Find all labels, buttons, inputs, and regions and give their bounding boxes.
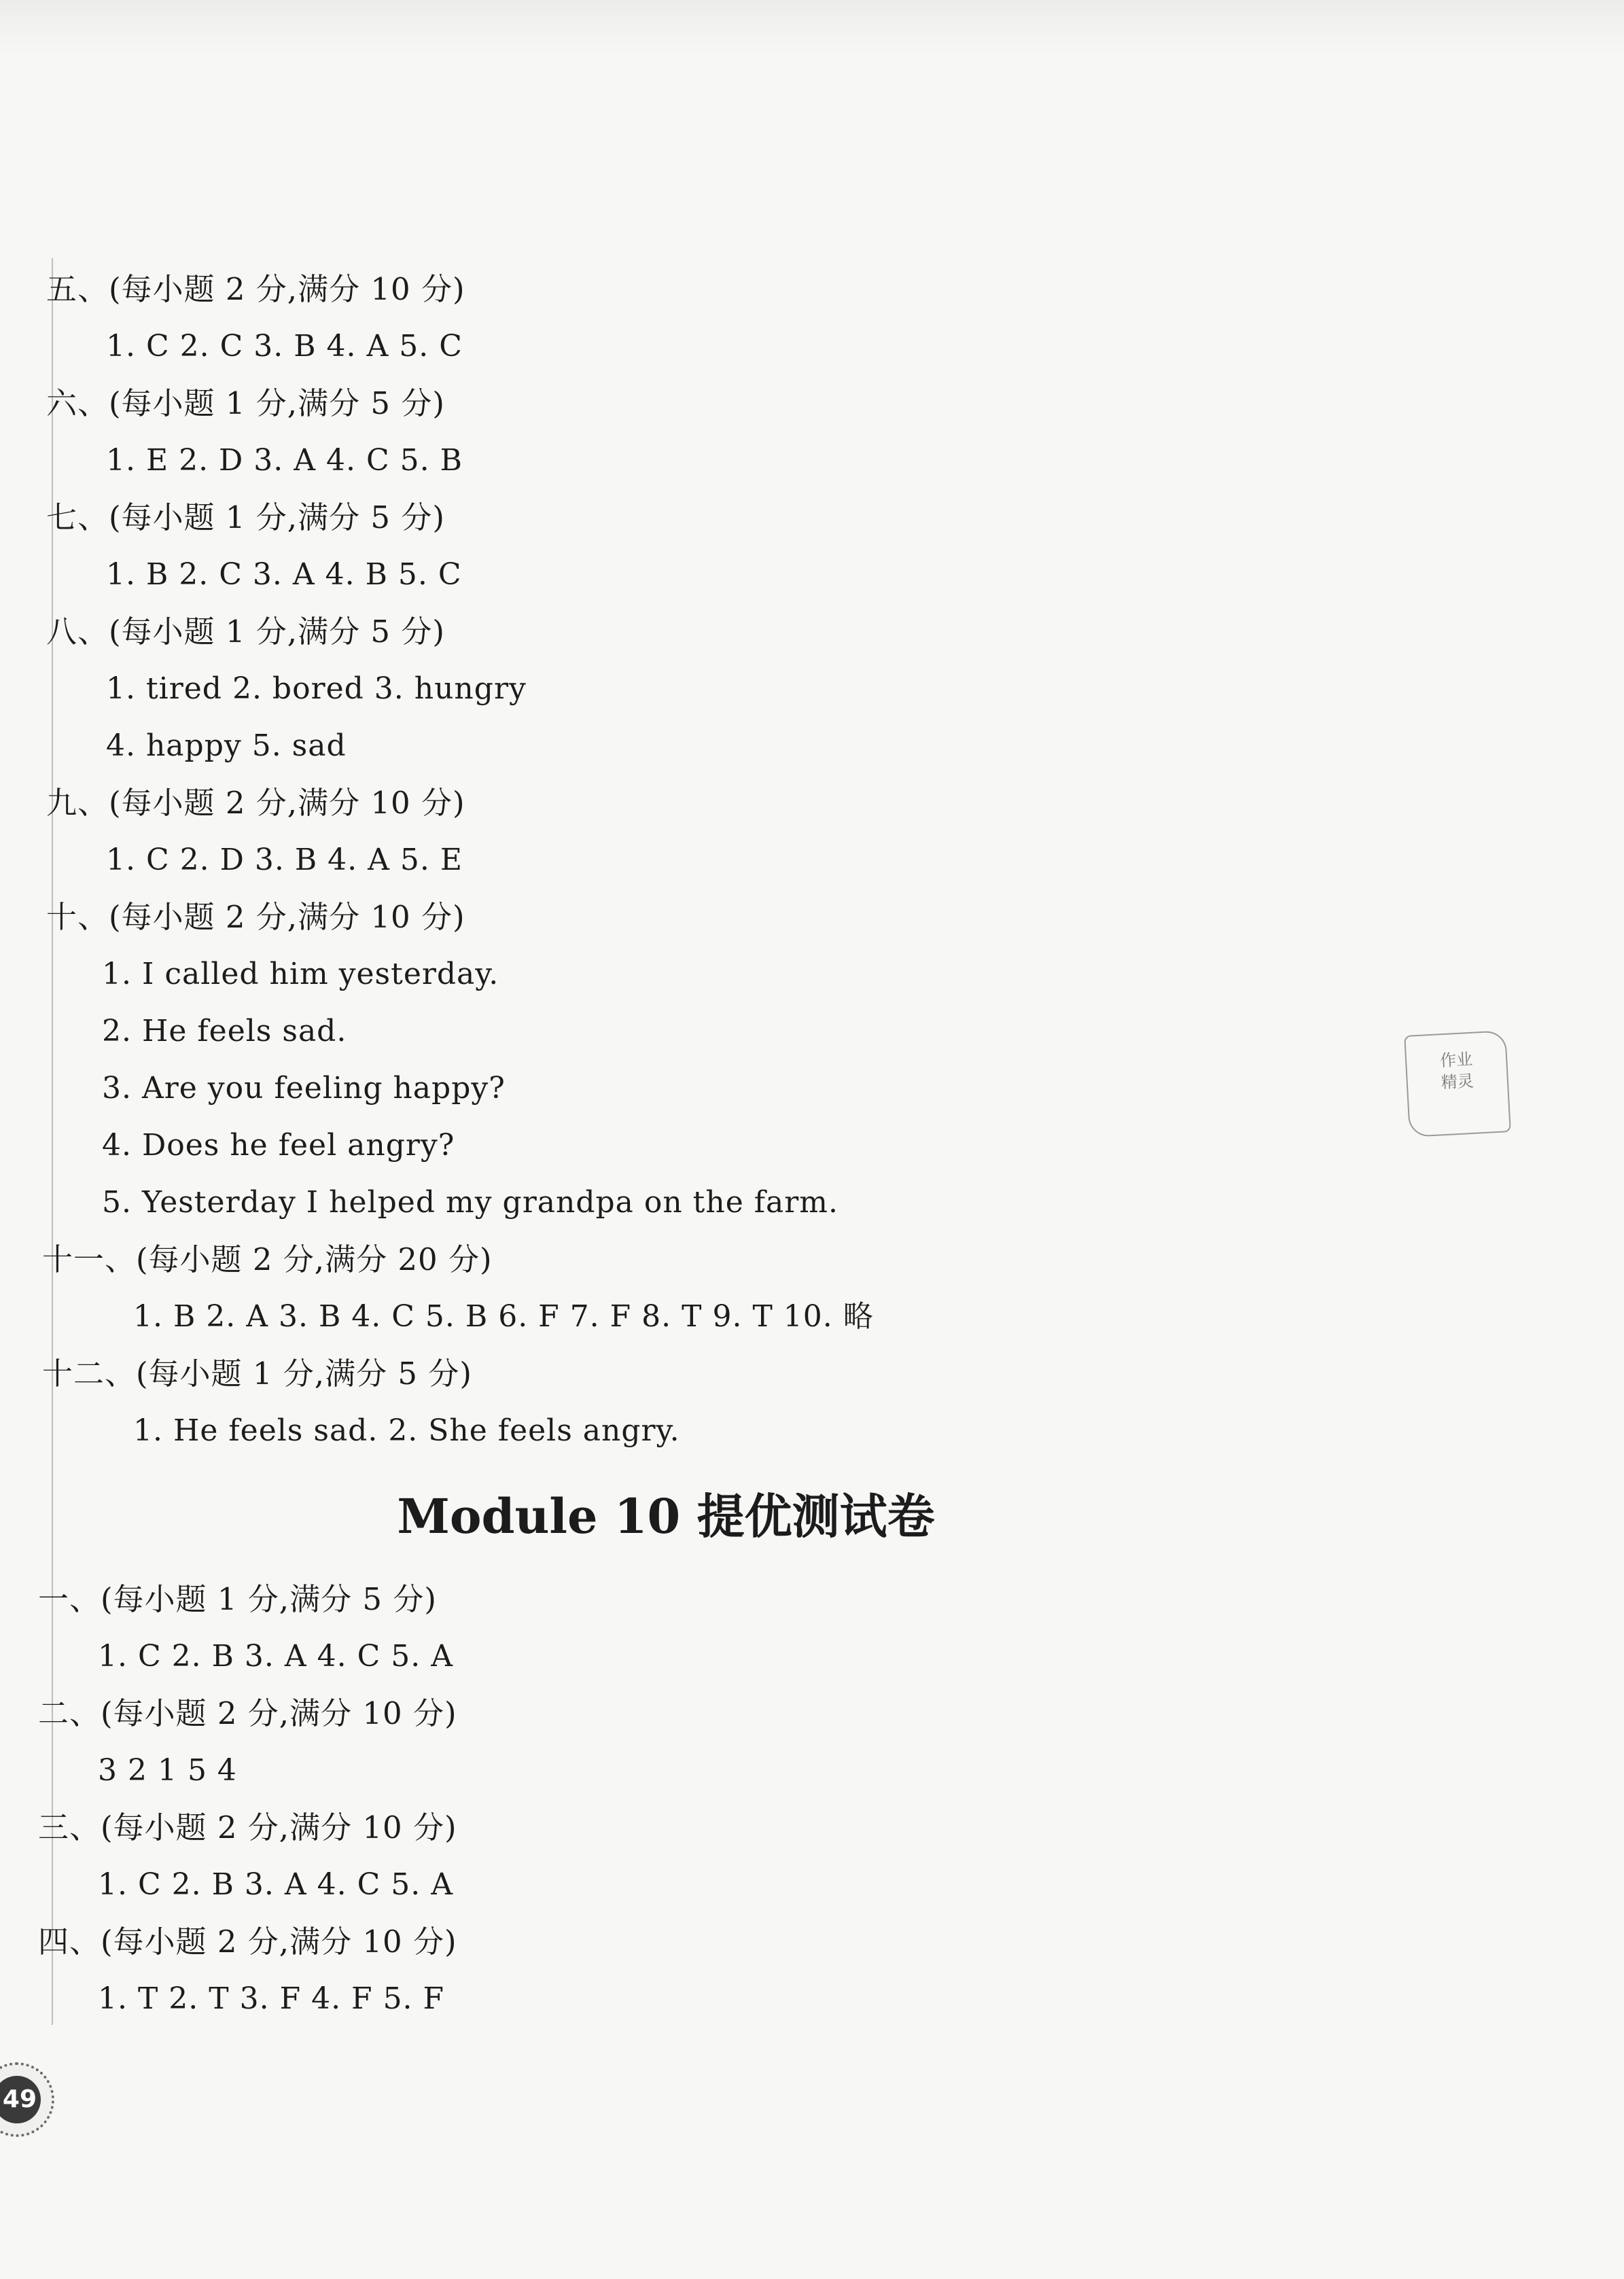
section-8-answers-line1: 1. tired 2. bored 3. hungry xyxy=(106,671,527,706)
page-number-badge xyxy=(0,2062,54,2137)
section-5-answers: 1. C 2. C 3. B 4. A 5. C xyxy=(106,329,463,364)
stamp-line-2: 精灵 xyxy=(1441,1071,1475,1093)
module10-section-3-heading: 三、(每小题 2 分,满分 10 分) xyxy=(38,1809,457,1845)
section-10-answer-1: 1. I called him yesterday. xyxy=(102,957,499,991)
section-11-heading: 十一、(每小题 2 分,满分 20 分) xyxy=(42,1241,493,1277)
section-6-heading: 六、(每小题 1 分,满分 5 分) xyxy=(46,385,445,421)
module10-section-4-answers: 1. T 2. T 3. F 4. F 5. F xyxy=(98,1981,445,2016)
section-10-answer-5: 5. Yesterday I helped my grandpa on the farm. xyxy=(102,1185,839,1220)
module10-section-2-heading: 二、(每小题 2 分,满分 10 分) xyxy=(38,1695,457,1731)
module10-section-3-answers: 1. C 2. B 3. A 4. C 5. A xyxy=(98,1867,453,1902)
section-10-heading: 十、(每小题 2 分,满分 10 分) xyxy=(46,899,465,935)
module10-section-2-answers: 3 2 1 5 4 xyxy=(98,1753,237,1788)
page-number: 49 xyxy=(0,2076,41,2123)
section-8-heading: 八、(每小题 1 分,满分 5 分) xyxy=(46,614,445,650)
module10-section-1-heading: 一、(每小题 1 分,满分 5 分) xyxy=(38,1581,437,1617)
section-11-answers: 1. B 2. A 3. B 4. C 5. B 6. F 7. F 8. T 9. T 10. 略 xyxy=(133,1299,874,1334)
module10-section-1-answers: 1. C 2. B 3. A 4. C 5. A xyxy=(98,1639,453,1674)
stamp-line-1: 作业 xyxy=(1439,1049,1473,1071)
section-12-heading: 十二、(每小题 1 分,满分 5 分) xyxy=(42,1356,472,1392)
section-10-answer-4: 4. Does he feel angry? xyxy=(102,1128,455,1163)
section-7-answers: 1. B 2. C 3. A 4. B 5. C xyxy=(106,557,462,592)
section-9-heading: 九、(每小题 2 分,满分 10 分) xyxy=(46,785,465,821)
watermark-stamp xyxy=(1404,1030,1511,1137)
scan-top-band xyxy=(0,0,1624,54)
section-10-answer-2: 2. He feels sad. xyxy=(102,1014,347,1048)
section-5-heading: 五、(每小题 2 分,满分 10 分) xyxy=(46,271,465,307)
section-10-answer-3: 3. Are you feeling happy? xyxy=(102,1071,506,1106)
section-9-answers: 1. C 2. D 3. B 4. A 5. E xyxy=(106,843,463,877)
section-8-answers-line2: 4. happy 5. sad xyxy=(106,728,347,763)
section-12-answers: 1. He feels sad. 2. She feels angry. xyxy=(133,1413,680,1448)
module10-section-4-heading: 四、(每小题 2 分,满分 10 分) xyxy=(38,1924,457,1960)
section-6-answers: 1. E 2. D 3. A 4. C 5. B xyxy=(106,443,463,478)
section-7-heading: 七、(每小题 1 分,满分 5 分) xyxy=(46,499,445,535)
module-title: Module 10 提优测试卷 xyxy=(397,1488,935,1544)
